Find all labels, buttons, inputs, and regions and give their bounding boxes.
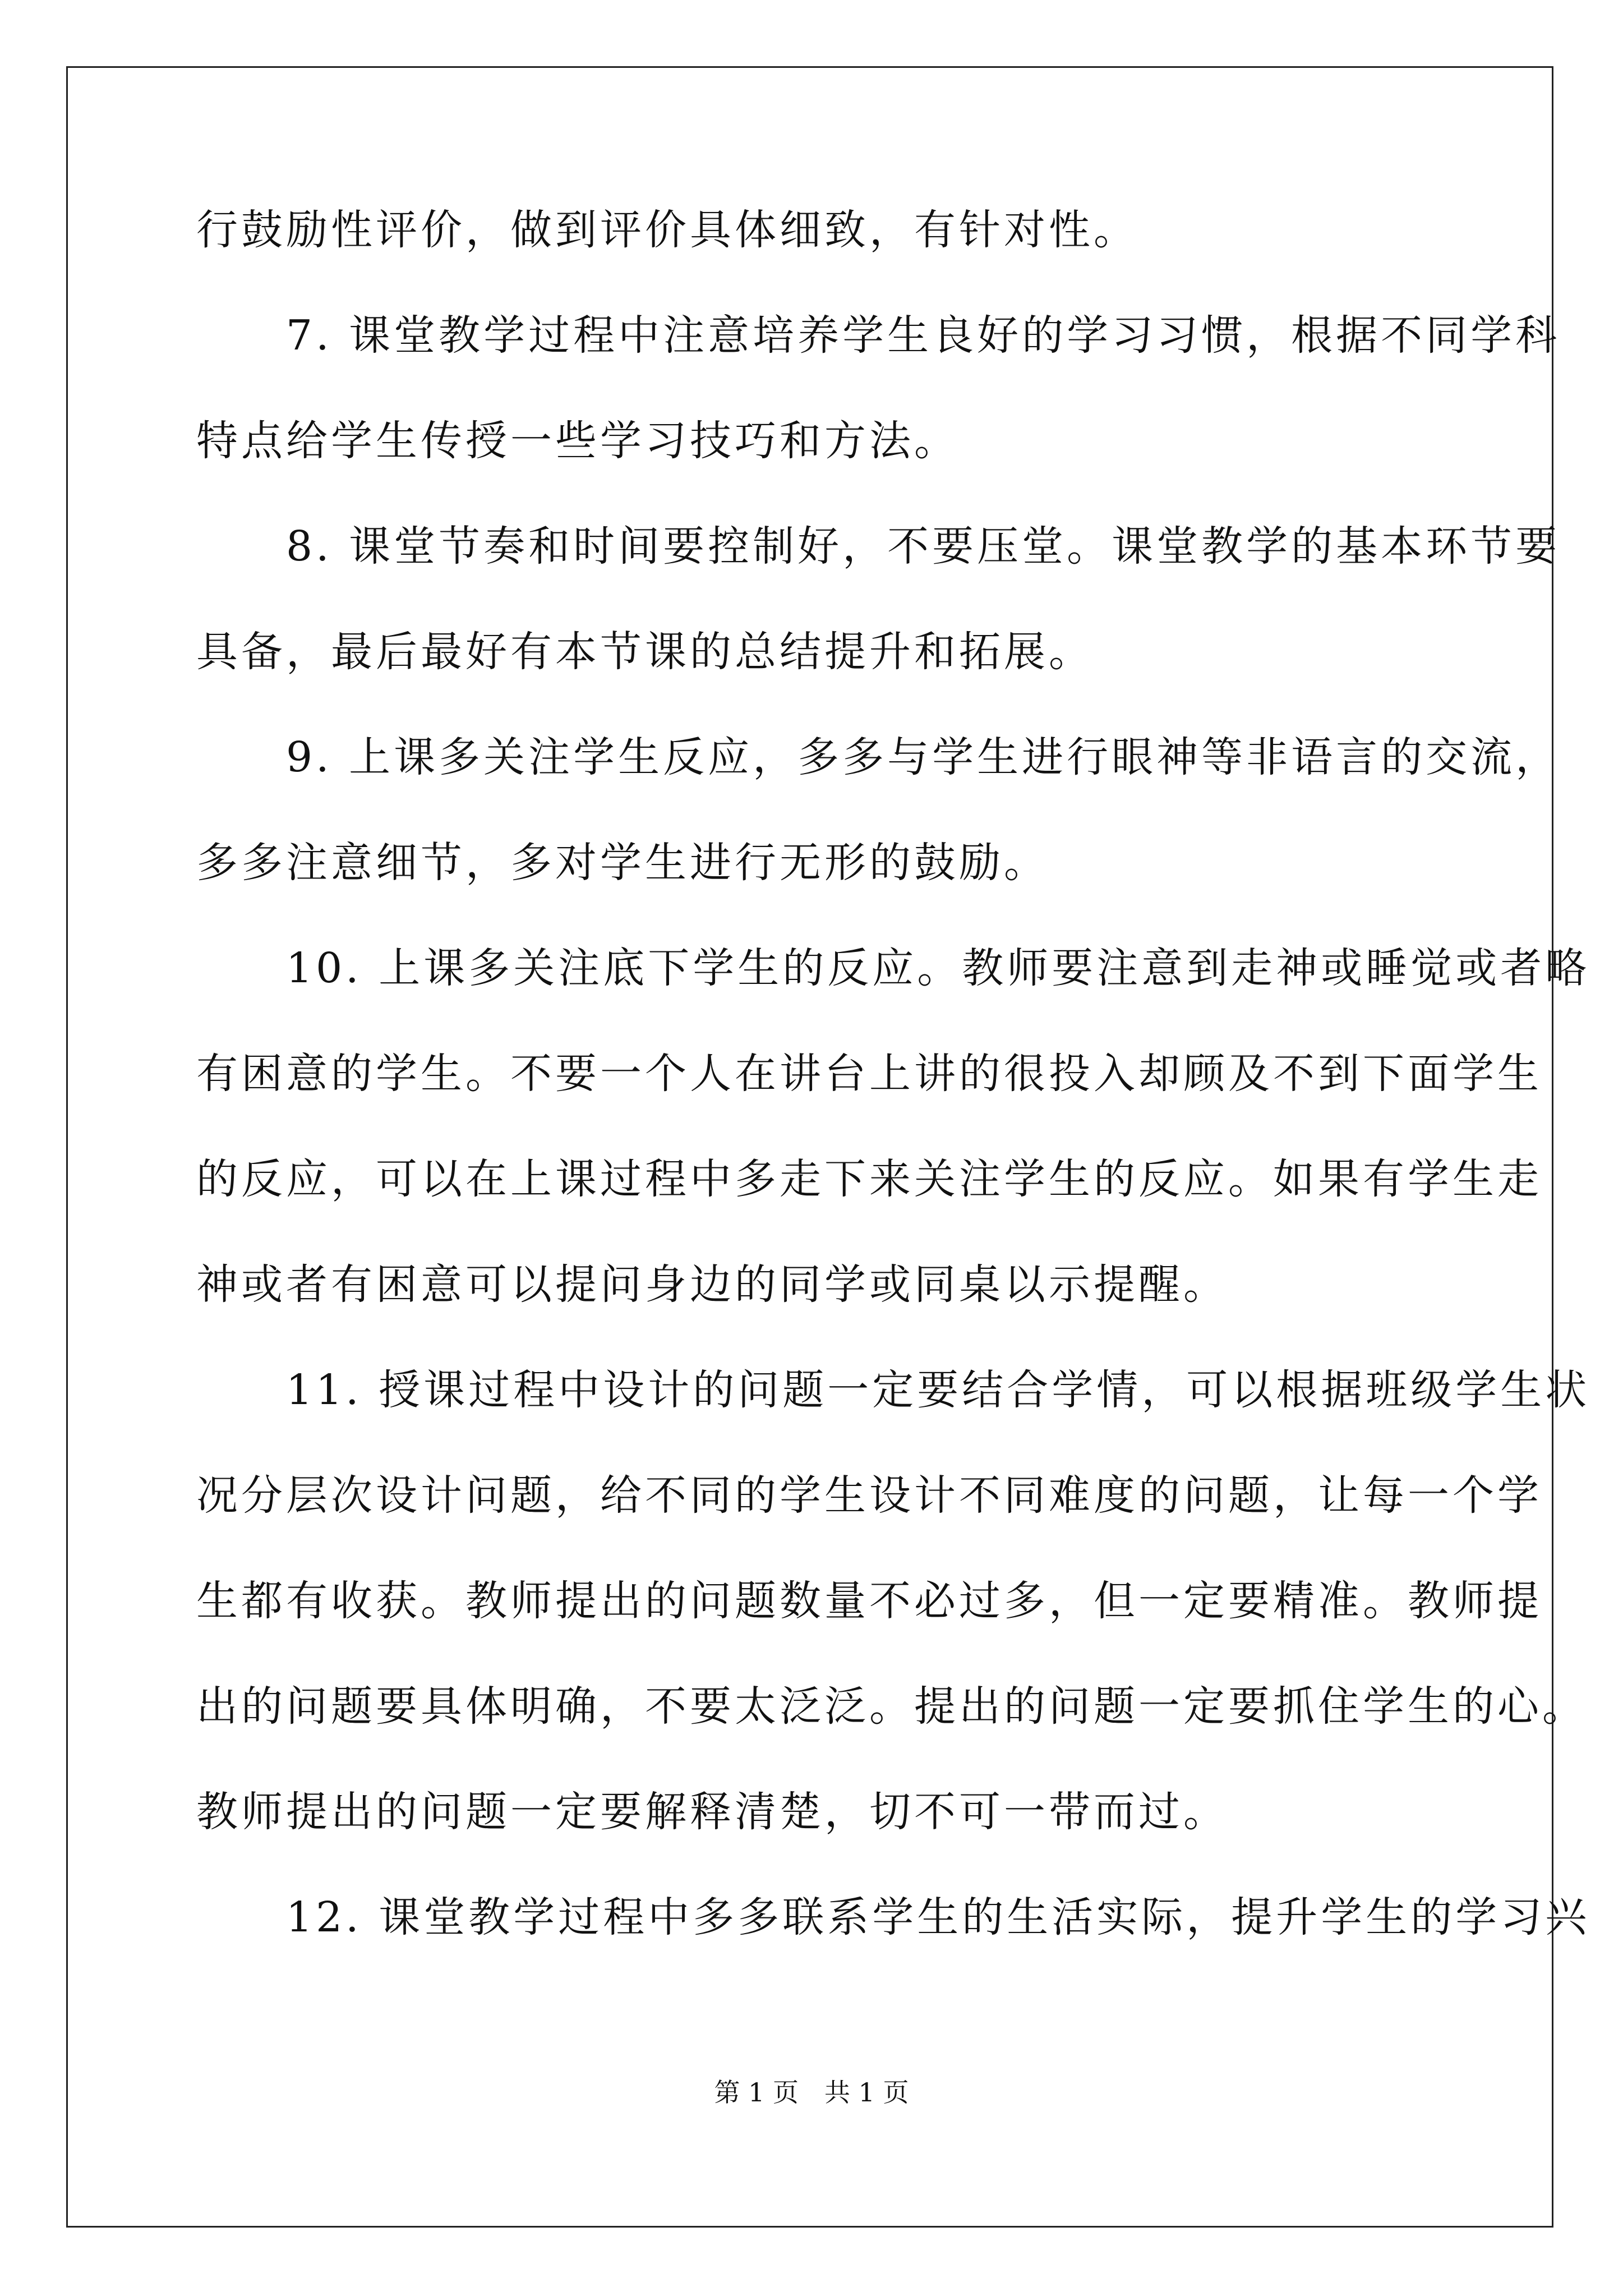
text-line: 9. 上课多关注学生反应，多多与学生进行眼神等非语言的交流， [196, 733, 1561, 781]
text-line: 12. 课堂教学过程中多多联系学生的生活实际，提升学生的学习兴 [196, 1893, 1590, 1941]
document-body [196, 202, 1590, 1945]
text-line: 特点给学生传授一些学习技巧和方法。 [196, 417, 959, 465]
text-line: 况分层次设计问题，给不同的学生设计不同难度的问题，让每一个学 [196, 1471, 1542, 1520]
text-line: 10. 上课多关注底下学生的反应。教师要注意到走神或睡觉或者略 [196, 944, 1590, 992]
text-line: 教师提出的问题一定要解释清楚，切不可一带而过。 [196, 1788, 1228, 1836]
text-line: 神或者有困意可以提问身边的同学或同桌以示提醒。 [196, 1260, 1228, 1309]
text-line: 多多注意细节，多对学生进行无形的鼓励。 [196, 839, 1049, 887]
text-line: 11. 授课过程中设计的问题一定要结合学情，可以根据班级学生状 [196, 1366, 1590, 1414]
page-number-footer: 第 1 页 共 1 页 [714, 2077, 909, 2108]
text-line: 出的问题要具体明确，不要太泛泛。提出的问题一定要抓住学生的心。 [196, 1682, 1587, 1731]
text-line: 具备，最后最好有本节课的总结提升和拓展。 [196, 628, 1094, 676]
text-line: 8. 课堂节奏和时间要控制好，不要压堂。课堂教学的基本环节要 [196, 522, 1561, 570]
text-line: 行鼓励性评价，做到评价具体细致，有针对性。 [196, 206, 1138, 254]
text-line: 7. 课堂教学过程中注意培养学生良好的学习习惯，根据不同学科 [196, 311, 1561, 360]
text-line: 的反应，可以在上课过程中多走下来关注学生的反应。如果有学生走 [196, 1155, 1542, 1203]
text-line: 有困意的学生。不要一个人在讲台上讲的很投入却顾及不到下面学生 [196, 1050, 1542, 1098]
text-line: 生都有收获。教师提出的问题数量不必过多，但一定要精准。教师提 [196, 1577, 1542, 1625]
